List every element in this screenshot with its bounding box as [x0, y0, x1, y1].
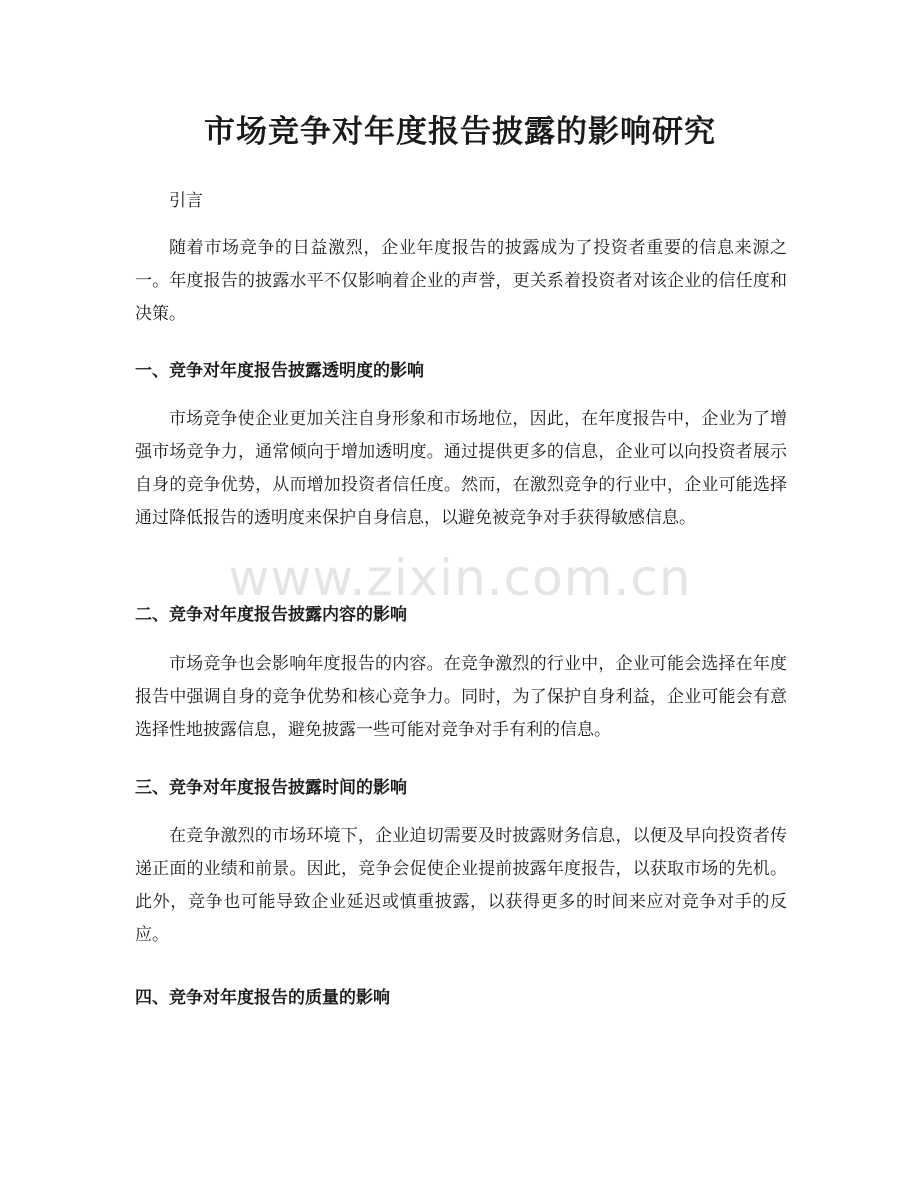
section-1-paragraph: 市场竞争使企业更加关注自身形象和市场地位，因此，在年度报告中，企业为了增强市场竞争力，通常倾向于增加透明度。通过提供更多的信息，企业可以向投资者展示自身的竞争优势，从而增加投资者信任度。然而，在激烈竞争的行业中，企业可能选择通过降低报告的透明度来保护自身信息，以避免被竞争对手获得敏感信息。	[135, 409, 787, 528]
section-1-heading: 一、竞争对年度报告披露透明度的影响	[135, 361, 424, 381]
section-2-heading: 二、竞争对年度报告披露内容的影响	[135, 605, 407, 625]
intro-paragraph: 随着市场竞争的日益激烈，企业年度报告的披露成为了投资者重要的信息来源之一。年度报告的披露水平不仅影响着企业的声誉，更关系着投资者对该企业的信任度和决策。	[135, 238, 787, 324]
section-3-heading: 三、竞争对年度报告披露时间的影响	[135, 778, 407, 798]
watermark-text: www.zixin.com.cn	[228, 549, 692, 607]
section-2-paragraph: 市场竞争也会影响年度报告的内容。在竞争激烈的行业中，企业可能会选择在年度报告中强调自身的竞争优势和核心竞争力。同时，为了保护自身利益，企业可能会有意选择性地披露信息，避免披露一些可能对竞争对手有利的信息。	[135, 654, 787, 740]
document-title: 市场竞争对年度报告披露的影响研究	[204, 114, 716, 150]
section-4-heading: 四、竞争对年度报告的质量的影响	[135, 988, 390, 1008]
section-3-paragraph: 在竞争激烈的市场环境下，企业迫切需要及时披露财务信息，以便及早向投资者传递正面的业绩和前景。因此，竞争会促使企业提前披露年度报告，以获取市场的先机。此外，竞争也可能导致企业延迟或慎重披露，以获得更多的时间来应对竞争对手的反应。	[135, 826, 787, 945]
intro-label: 引言	[169, 191, 203, 211]
